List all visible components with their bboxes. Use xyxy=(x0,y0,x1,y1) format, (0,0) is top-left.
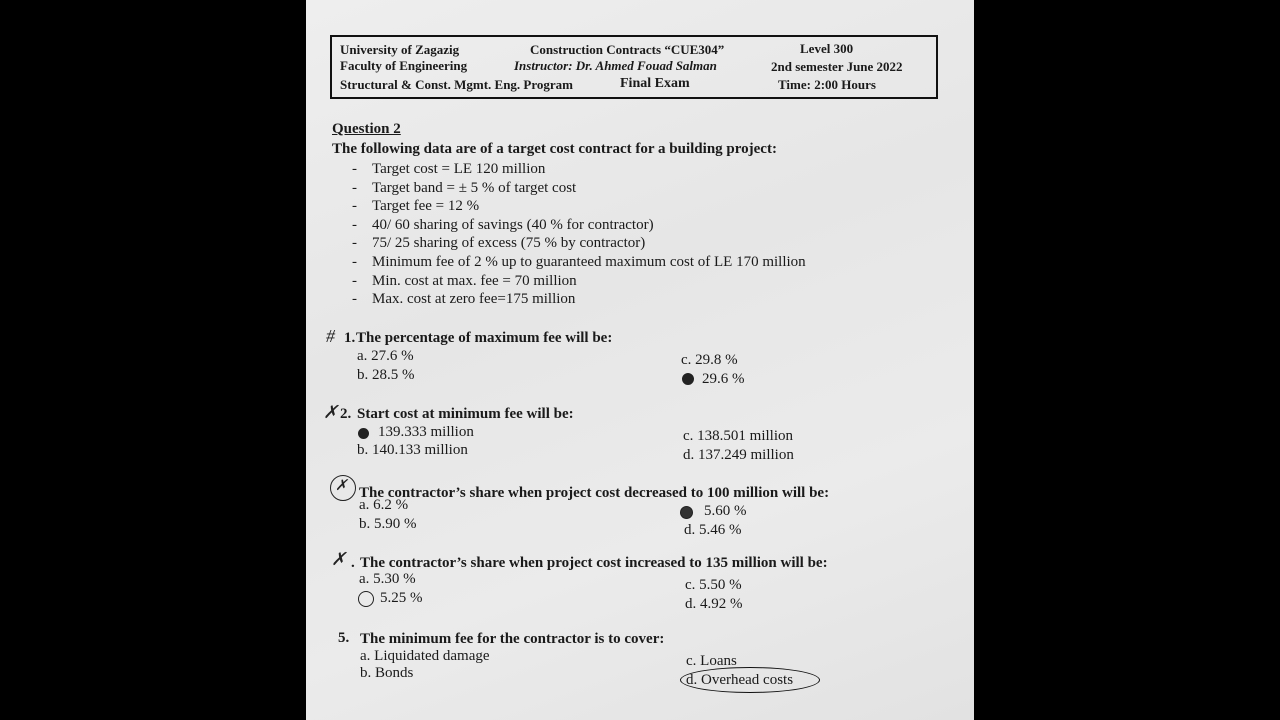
data-list xyxy=(352,160,806,309)
option-b: 5.25 % xyxy=(380,590,423,606)
list-item: - Min. cost at max. fee = 70 million xyxy=(352,272,577,289)
option-b: b. Bonds xyxy=(360,665,414,681)
question-title: Question 2 xyxy=(332,121,401,137)
item-text: The percentage of maximum fee will be: xyxy=(356,330,613,346)
item-number: 2. xyxy=(340,406,352,422)
list-item: - Target cost = LE 120 million xyxy=(352,161,546,177)
item-text: Start cost at minimum fee will be: xyxy=(357,406,574,422)
option-c: c. 29.8 % xyxy=(681,352,738,368)
program-name: Structural & Const. Mgmt. Eng. Program xyxy=(340,77,574,92)
option-c: c. 138.501 million xyxy=(683,428,793,444)
option-b: b. 5.90 % xyxy=(359,516,417,532)
exam-header xyxy=(330,35,938,99)
filled-answer-mark xyxy=(680,506,693,519)
handwritten-mark: ✗ xyxy=(335,478,348,494)
circled-answer-mark xyxy=(358,591,374,607)
option-b: b. 28.5 % xyxy=(357,367,415,383)
semester-label: 2nd semester June 2022 xyxy=(771,59,903,74)
option-d: d. 4.92 % xyxy=(685,596,743,612)
option-a: 139.333 million xyxy=(378,424,474,440)
option-a: a. 6.2 % xyxy=(359,497,409,513)
item-text: The contractor’s share when project cost increased to 135 million will be: xyxy=(360,555,828,571)
option-a: a. Liquidated damage xyxy=(360,648,490,664)
item-number: 5. xyxy=(338,630,350,646)
list-item: - Minimum fee of 2 % up to guaranteed maximum cost of LE 170 million xyxy=(352,253,806,270)
option-b: b. 140.133 million xyxy=(357,442,468,458)
level-label: Level 300 xyxy=(800,41,854,56)
option-c: c. Loans xyxy=(686,653,737,669)
option-a: a. 5.30 % xyxy=(359,571,416,587)
list-item: - Target fee = 12 % xyxy=(352,198,480,215)
list-item: - 75/ 25 sharing of excess (75 % by contractor) xyxy=(352,235,646,252)
exam-paper xyxy=(306,0,974,720)
filled-answer-mark xyxy=(358,428,369,439)
option-d: d. 137.249 million xyxy=(683,447,794,463)
item-number: . xyxy=(351,555,355,571)
option-d: d. Overhead costs xyxy=(686,672,794,688)
handwritten-mark: ✗ xyxy=(331,549,347,569)
question-intro: The following data are of a target cost contract for a building project: xyxy=(332,141,777,157)
list-item: - 40/ 60 sharing of savings (40 % for contractor) xyxy=(352,216,654,233)
option-c: 5.60 % xyxy=(704,503,747,519)
list-item: - Max. cost at zero fee=175 million xyxy=(352,291,576,308)
time-label: Time: 2:00 Hours xyxy=(778,77,876,92)
instructor-name: Instructor: Dr. Ahmed Fouad Salman xyxy=(514,58,717,73)
university-name: University of Zagazig xyxy=(340,42,460,57)
filled-answer-mark xyxy=(682,373,694,385)
handwritten-mark: ✗ xyxy=(323,402,339,422)
option-a: a. 27.6 % xyxy=(357,348,414,364)
item-text: The contractor’s share when project cost decreased to 100 million will be: xyxy=(359,485,830,501)
item-text: The minimum fee for the contractor is to cover: xyxy=(360,631,665,647)
exam-type: Final Exam xyxy=(620,76,690,91)
option-d: 29.6 % xyxy=(702,371,745,387)
faculty-name: Faculty of Engineering xyxy=(340,58,468,73)
course-name: Construction Contracts “CUE304” xyxy=(530,42,725,57)
item-number: 1. xyxy=(344,330,356,346)
handwritten-mark: # xyxy=(326,326,335,346)
option-d: d. 5.46 % xyxy=(684,522,742,538)
list-item: - Target band = ± 5 % of target cost xyxy=(352,179,577,196)
option-c: c. 5.50 % xyxy=(685,577,742,593)
